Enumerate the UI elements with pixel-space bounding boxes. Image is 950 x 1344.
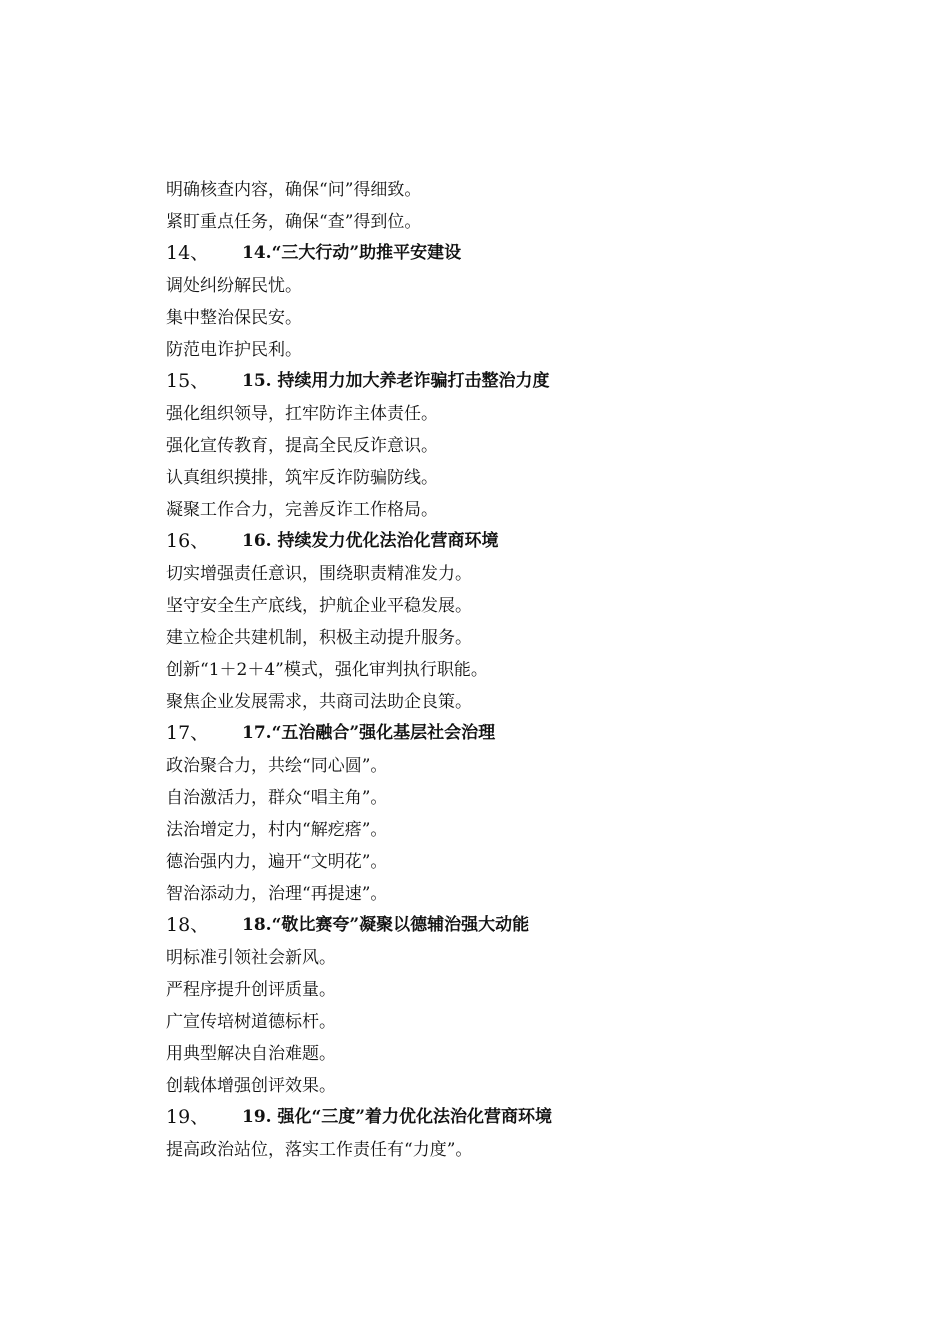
paragraph-line: 创新“1＋2＋4”模式，强化审判执行职能。	[166, 660, 488, 680]
paragraph-line: 智治添动力，治理“再提速”。	[166, 884, 388, 904]
paragraph-line: 坚守安全生产底线，护航企业平稳发展。	[166, 596, 472, 616]
paragraph-line: 明确核查内容，确保“问”得细致。	[166, 180, 422, 200]
document-body	[166, 174, 826, 1166]
paragraph-line: 提高政治站位，落实工作责任有“力度”。	[166, 1140, 473, 1160]
section-number: 16、	[166, 530, 210, 552]
paragraph-line: 紧盯重点任务，确保“查”得到位。	[166, 212, 422, 232]
paragraph-line: 切实增强责任意识，围绕职责精准发力。	[166, 564, 472, 584]
section-number: 14、	[166, 242, 210, 264]
paragraph-line: 创载体增强创评效果。	[166, 1076, 336, 1096]
paragraph-line: 强化组织领导，扛牢防诈主体责任。	[166, 404, 438, 424]
section-heading	[166, 1102, 826, 1134]
paragraph-line: 严程序提升创评质量。	[166, 980, 336, 1000]
paragraph-line: 强化宣传教育，提高全民反诈意识。	[166, 436, 438, 456]
section-number: 18、	[166, 914, 210, 936]
paragraph-line: 政治聚合力，共绘“同心圆”。	[166, 756, 388, 776]
paragraph-line: 用典型解决自治难题。	[166, 1044, 336, 1064]
paragraph-line: 明标准引领社会新风。	[166, 948, 336, 968]
section-title: 19. 强化“三度”着力优化法治化营商环境	[242, 1107, 553, 1127]
paragraph-line: 自治激活力，群众“唱主角”。	[166, 788, 388, 808]
paragraph-line: 集中整治保民安。	[166, 308, 302, 328]
section-number: 19、	[166, 1106, 210, 1128]
paragraph-line: 广宣传培树道德标杆。	[166, 1012, 336, 1032]
section-title: 15. 持续用力加大养老诈骗打击整治力度	[242, 371, 550, 391]
section-number: 15、	[166, 370, 210, 392]
section-heading	[166, 238, 826, 270]
section-heading	[166, 910, 826, 942]
section-title: 18.“敬比赛夸”凝聚以德辅治强大动能	[242, 915, 530, 935]
paragraph-line: 建立检企共建机制，积极主动提升服务。	[166, 628, 472, 648]
paragraph-line: 认真组织摸排，筑牢反诈防骗防线。	[166, 468, 438, 488]
section-title: 17.“五治融合”强化基层社会治理	[242, 723, 496, 743]
section-number: 17、	[166, 722, 210, 744]
paragraph-line: 德治强内力，遍开“文明花”。	[166, 852, 388, 872]
section-title: 14.“三大行动”助推平安建设	[242, 243, 462, 263]
paragraph-line: 调处纠纷解民忧。	[166, 276, 302, 296]
paragraph-line: 法治增定力，村内“解疙瘩”。	[166, 820, 388, 840]
paragraph-line: 防范电诈护民利。	[166, 340, 302, 360]
section-heading	[166, 526, 826, 558]
paragraph-line: 凝聚工作合力，完善反诈工作格局。	[166, 500, 438, 520]
section-title: 16. 持续发力优化法治化营商环境	[242, 531, 499, 551]
paragraph-line: 聚焦企业发展需求，共商司法助企良策。	[166, 692, 472, 712]
section-heading	[166, 718, 826, 750]
section-heading	[166, 366, 826, 398]
